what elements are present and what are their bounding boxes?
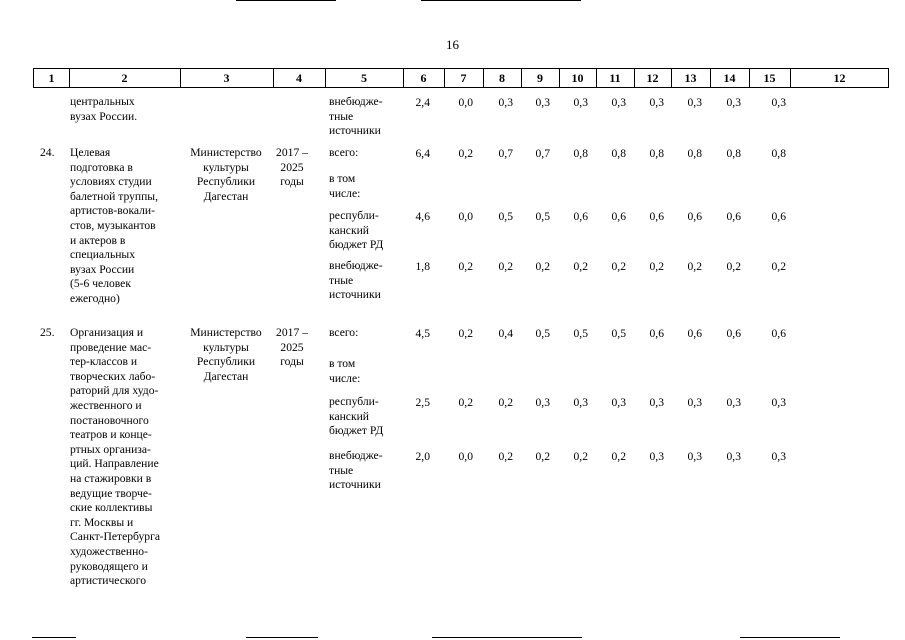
funding-source-line: внебюдже-	[329, 95, 383, 108]
funding-extra-label: внебюдже-	[329, 259, 383, 272]
r24-total-col15: 0,8	[771, 147, 786, 160]
header-cell-16: 12	[833, 71, 846, 85]
executor-line: культуры	[203, 160, 249, 174]
r24-republic-col13: 0,6	[687, 210, 702, 223]
program-name-line: на стажировки в	[70, 472, 152, 485]
program-name-line: вузах России.	[70, 109, 138, 123]
r24-republic-col7: 0,0	[458, 210, 473, 223]
program-name-line: условиях студии	[70, 175, 152, 189]
r24-republic-col11: 0,6	[611, 210, 626, 223]
header-divider	[790, 69, 791, 87]
header-cell-2: 2	[121, 71, 128, 85]
program-name-line: Организация и	[70, 326, 144, 339]
r24-republic-col6: 4,6	[415, 210, 430, 223]
r24-extra-col12: 0,2	[649, 260, 664, 273]
r24-total-col13: 0,8	[687, 147, 702, 160]
years-line: 2017 –	[276, 326, 308, 339]
years-line: 2017 –	[276, 146, 308, 159]
r25-republic-col12: 0,3	[649, 396, 664, 409]
r24-republic-col9: 0,5	[535, 210, 550, 223]
program-name-line: руководящего и	[70, 559, 148, 573]
r24-total-col14: 0,8	[726, 147, 741, 160]
program-name-line: ртных организа-	[70, 442, 151, 456]
program-name-line: подготовка в	[70, 160, 133, 174]
header-divider	[444, 69, 445, 87]
executor-line: культуры	[203, 340, 249, 354]
header-divider	[273, 69, 274, 87]
header-cell-14: 14	[723, 71, 736, 85]
cont-value-col13: 0,3	[687, 96, 702, 109]
program-name-line: раторий для худо-	[70, 384, 159, 398]
r25-extra-col15: 0,3	[771, 450, 786, 463]
r25-total-col8: 0,4	[498, 327, 513, 340]
r24-total-col11: 0,8	[611, 147, 626, 160]
funding-republic-label: канский	[329, 223, 369, 237]
program-name-line: специальных	[70, 248, 136, 262]
funding-republic-label: бюджет РД	[329, 238, 384, 252]
funding-incl-label: числе:	[329, 186, 361, 200]
r25-republic-col6: 2,5	[415, 396, 430, 409]
years-line: 2025	[280, 160, 304, 174]
cont-value-col6: 2,4	[415, 96, 430, 109]
table-header-row	[33, 68, 889, 88]
r24-republic-col8: 0,5	[498, 210, 513, 223]
r25-total-col15: 0,6	[771, 327, 786, 340]
scan-line-top-right	[421, 0, 581, 1]
r25-extra-col8: 0,2	[498, 450, 513, 463]
r24-republic-col14: 0,6	[726, 210, 741, 223]
program-name-line: театров и конце-	[70, 428, 152, 442]
r25-extra-col7: 0,0	[458, 450, 473, 463]
executor-line: Министерство	[190, 146, 262, 159]
r25-total-col12: 0,6	[649, 327, 664, 340]
program-name-line: жественного и	[70, 399, 142, 412]
r24-extra-col13: 0,2	[687, 260, 702, 273]
r24-extra-col11: 0,2	[611, 260, 626, 273]
executor-line: Республики	[196, 175, 256, 189]
header-cell-10: 10	[571, 71, 584, 85]
header-cell-11: 11	[609, 71, 621, 85]
r25-republic-col13: 0,3	[687, 396, 702, 409]
scan-line-bottom-4	[740, 637, 840, 638]
header-divider	[749, 69, 750, 87]
program-name-line: (5-6 человек	[70, 277, 131, 291]
header-cell-9: 9	[537, 71, 543, 85]
funding-extra-label: тные	[329, 463, 354, 477]
header-divider	[671, 69, 672, 87]
program-name-line: артистического	[70, 574, 146, 588]
header-divider	[596, 69, 597, 87]
r25-republic-col10: 0,3	[573, 396, 588, 409]
r24-extra-col10: 0,2	[573, 260, 588, 273]
funding-source-line: источники	[329, 124, 381, 138]
r25-total-col11: 0,5	[611, 327, 626, 340]
r24-extra-col15: 0,2	[771, 260, 786, 273]
r25-republic-col15: 0,3	[771, 396, 786, 409]
page-number: 16	[446, 37, 459, 52]
header-divider	[180, 69, 181, 87]
r24-total-col7: 0,2	[458, 147, 473, 160]
program-name-line: ежегодно)	[70, 292, 120, 305]
r25-republic-col7: 0,2	[458, 396, 473, 409]
funding-incl-label: числе:	[329, 371, 361, 385]
header-cell-7: 7	[460, 71, 467, 85]
scan-line-bottom-1	[32, 637, 76, 638]
r25-republic-col9: 0,3	[535, 396, 550, 409]
cont-value-col15: 0,3	[771, 96, 786, 109]
r25-total-col7: 0,2	[458, 327, 473, 340]
header-cell-5: 5	[361, 71, 367, 85]
row-number: 25.	[40, 326, 55, 339]
r25-total-col10: 0,5	[573, 327, 588, 340]
header-cell-3: 3	[223, 71, 230, 85]
program-name-line: вузах России	[70, 262, 135, 276]
header-cell-1: 1	[48, 71, 55, 85]
header-cell-6: 6	[420, 71, 427, 85]
header-cell-13: 13	[684, 71, 697, 85]
executor-line: Республики	[196, 355, 256, 369]
r24-total-col9: 0,7	[535, 147, 550, 160]
program-name-line: центральных	[70, 95, 135, 108]
program-name-line: постановочного	[70, 413, 149, 427]
r24-republic-col12: 0,6	[649, 210, 664, 223]
r25-republic-col8: 0,2	[498, 396, 513, 409]
cont-value-col9: 0,3	[535, 96, 550, 109]
header-divider	[69, 69, 70, 87]
header-cell-8: 8	[499, 71, 505, 85]
executor-line: Министерство	[190, 326, 262, 339]
cont-value-col8: 0,3	[498, 96, 513, 109]
scan-line-bottom-2	[246, 637, 318, 638]
r25-extra-col13: 0,3	[687, 450, 702, 463]
years-line: 2025	[280, 340, 304, 354]
r25-total-col13: 0,6	[687, 327, 702, 340]
header-divider	[325, 69, 326, 87]
r24-extra-col14: 0,2	[726, 260, 741, 273]
program-name-line: ские коллективы	[70, 501, 153, 515]
header-divider	[559, 69, 560, 87]
funding-incl-label: в том	[329, 172, 356, 185]
program-name-line: Санкт-Петербурга	[70, 530, 160, 544]
funding-republic-label: бюджет РД	[329, 424, 384, 438]
r24-republic-col15: 0,6	[771, 210, 786, 223]
funding-extra-label: источники	[329, 288, 381, 302]
r24-total-col6: 6,4	[415, 147, 430, 160]
header-cell-15: 15	[763, 71, 776, 85]
row-number: 24.	[40, 146, 55, 159]
program-name-line: ций. Направление	[70, 457, 159, 471]
r24-total-col10: 0,8	[573, 147, 588, 160]
program-name-line: проведение мас-	[70, 340, 152, 354]
r25-republic-col11: 0,3	[611, 396, 626, 409]
scan-line-bottom-3	[432, 637, 582, 638]
funding-republic-label: республи-	[329, 395, 379, 408]
years-line: годы	[280, 175, 304, 189]
r24-extra-col6: 1,8	[415, 260, 430, 273]
r25-extra-col6: 2,0	[415, 450, 430, 463]
header-cell-12: 12	[646, 71, 659, 85]
r25-extra-col14: 0,3	[726, 450, 741, 463]
header-divider	[521, 69, 522, 87]
funding-total-label: всего:	[329, 326, 359, 339]
funding-republic-label: канский	[329, 409, 369, 423]
r24-total-col12: 0,8	[649, 147, 664, 160]
funding-source-line: тные	[329, 109, 354, 123]
executor-line: Дагестан	[203, 189, 249, 203]
r25-total-col9: 0,5	[535, 327, 550, 340]
cont-value-col11: 0,3	[611, 96, 626, 109]
r25-extra-col12: 0,3	[649, 450, 664, 463]
program-name-line: стов, музыкантов	[70, 219, 156, 232]
r25-total-col14: 0,6	[726, 327, 741, 340]
r25-extra-col11: 0,2	[611, 450, 626, 463]
header-divider	[710, 69, 711, 87]
funding-incl-label: в том	[329, 357, 356, 370]
program-name-line: артистов-вокали-	[70, 204, 155, 218]
cont-value-col10: 0,3	[573, 96, 588, 109]
program-name-line: тер-классов и	[70, 355, 138, 369]
program-name-line: художественно-	[70, 545, 148, 558]
program-name-line: балетной труппы,	[70, 189, 158, 203]
header-divider	[634, 69, 635, 87]
funding-extra-label: внебюдже-	[329, 449, 383, 462]
header-divider	[403, 69, 404, 87]
years-line: годы	[280, 355, 304, 369]
header-divider	[483, 69, 484, 87]
funding-extra-label: тные	[329, 273, 354, 287]
r24-total-col8: 0,7	[498, 147, 513, 160]
program-name-line: и актеров в	[70, 233, 126, 247]
cont-value-col12: 0,3	[649, 96, 664, 109]
r24-extra-col7: 0,2	[458, 260, 473, 273]
r25-total-col6: 4,5	[415, 327, 430, 340]
scan-line-top-left	[236, 0, 336, 1]
program-name-line: Целевая	[70, 146, 111, 159]
funding-republic-label: республи-	[329, 209, 379, 222]
r24-extra-col9: 0,2	[535, 260, 550, 273]
r25-republic-col14: 0,3	[726, 396, 741, 409]
program-name-line: творческих лабо-	[70, 369, 156, 383]
executor-line: Дагестан	[203, 369, 249, 383]
funding-total-label: всего:	[329, 146, 359, 159]
r24-extra-col8: 0,2	[498, 260, 513, 273]
cont-value-col14: 0,3	[726, 96, 741, 109]
program-name-line: гг. Москвы и	[70, 515, 134, 529]
cont-value-col7: 0,0	[458, 96, 473, 109]
r25-extra-col9: 0,2	[535, 450, 550, 463]
r25-extra-col10: 0,2	[573, 450, 588, 463]
r24-republic-col10: 0,6	[573, 210, 588, 223]
funding-extra-label: источники	[329, 478, 381, 492]
header-cell-4: 4	[296, 71, 302, 85]
program-name-line: ведущие творче-	[70, 486, 152, 500]
